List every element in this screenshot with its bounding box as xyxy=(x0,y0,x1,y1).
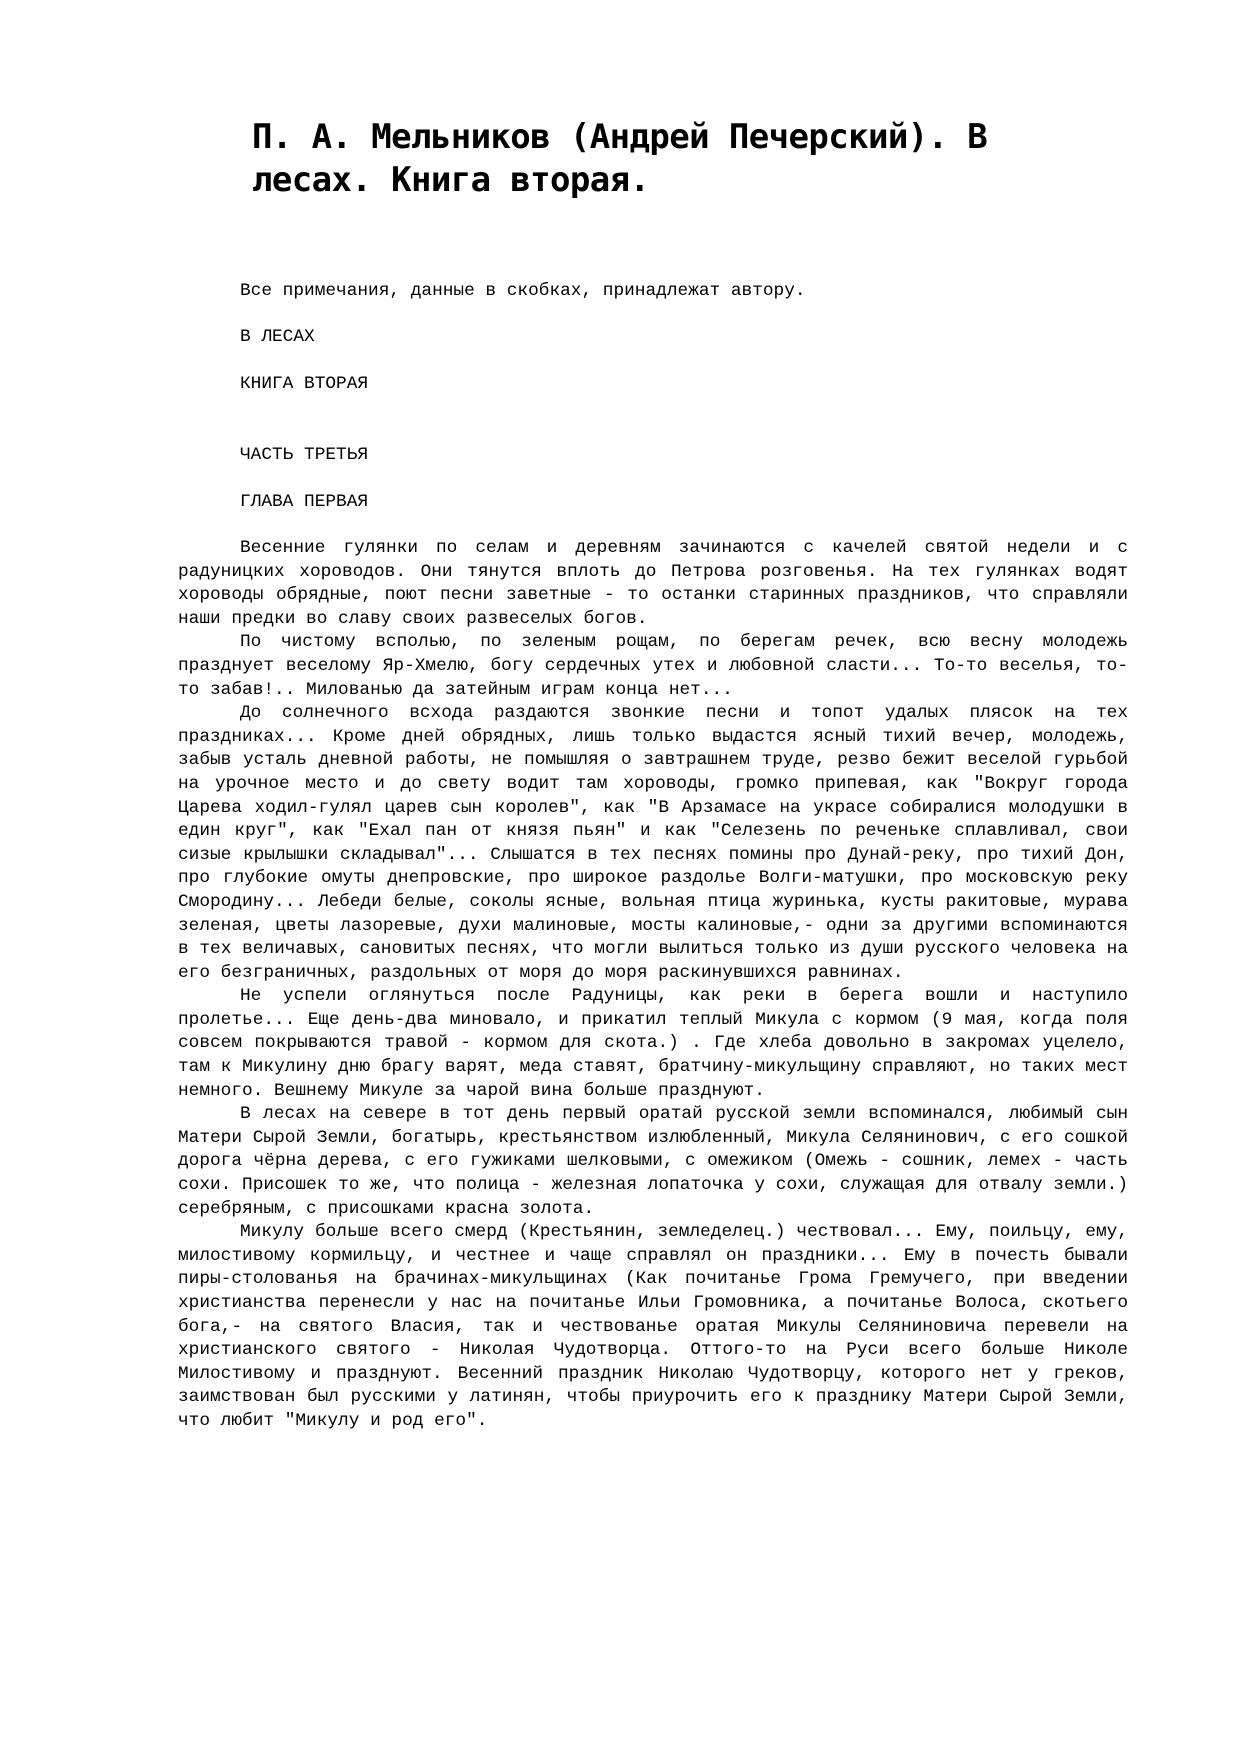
paragraph: Весенние гулянки по селам и деревням зачинаются с качелей святой недели и с радуницких хороводов. Они тянутся вплоть до Петрова розговенья. На тех гулянках водят хороводы обрядные, поют песни заветные - то останки старинных праздников, что справляли наши предки во славу своих развеселых богов. xyxy=(178,538,1128,629)
book-part: КНИГА ВТОРАЯ xyxy=(240,374,369,394)
paragraph: До солнечного всхода раздаются звонкие песни и топот удалых плясок на тех праздниках... Кроме дней обрядных, лишь только выдастся ясный тихий вечер, молодежь, забыв усталь дневной работы, не помышляя о завтрашнем труде, резво бежит веселой гурьбой на урочное место и до свету водит там хороводы, громко припевая, как "Вокруг города Царева ходил-гулял царев сын королев", как "В Арзамасе на украсе собиралися молодушки в един круг", как "Ехал пан от князя пьян" и как "Селезень по реченьке сплавливал, свои сизые крылышки складывал"... Слышатся в тех песнях помины про Дунай-реку, про тихий Дон, про глубокие омуты днепровские, про широкое раздолье Волги-матушки, про московскую реку Смородину... Лебеди белые, соколы ясные, вольная птица журинька, кусты ракитовые, мурава зеленая, цветы лазоревые, духи малиновые, мосты калиновые,- одни за другими вспоминаются в тех величавых, сановитых песнях, что могли вылиться только из души русского человека на его безграничных, раздольных от моря до моря раскинувшихся равнинах. xyxy=(178,703,1128,983)
paragraph: Не успели оглянуться после Радуницы, как реки в берега вошли и наступило пролетье... Еще день-два миновало, и прикатил теплый Микула с кормом (9 мая, когда поля совсем покрываются травой - кормом для скота.) . Где хлеба довольно в закромах уцелело, там к Микулину дню брагу варят, меда ставят, братчину-микульщину справляют, но таких мест немного. Вешнему Микуле за чарой вина больше празднуют. xyxy=(178,986,1128,1101)
paragraph: По чистому всполью, по зеленым рощам, по берегам речек, всю весну молодежь празднует веселому Яр-Хмелю, богу сердечных утех и любовной сласти... То-то веселья, то-то забав!.. Милованью да затейным играм конца нет... xyxy=(178,632,1128,700)
chapter-title: ГЛАВА ПЕРВАЯ xyxy=(240,492,369,512)
paragraph: Микулу больше всего смерд (Крестьянин, земледелец.) чествовал... Ему, поильцу, ему, милостивому кормильцу, и честнее и чаще справлял он праздники... Ему в почесть бывали пиры-столованья на брачинах-микульщинах (Как почитанье Грома Гремучего, при введении христианства перенесли у нас на почитанье Ильи Громовника, а почитанье Волоса, скотьего бога,- на святого Власия, так и чествованье оратая Микулы Селяниновича перевели на христианского святого - Николая Чудотворца. Оттого-то на Руси всего больше Николе Милостивому и празднуют. Весенний праздник Николаю Чудотворцу, которого нет у греков, заимствован был русскими у латинян, чтобы приурочить его к празднику Матери Сырой Земли, что любит "Микулу и род его". xyxy=(178,1222,1128,1431)
paragraph: В лесах на севере в тот день первый оратай русской земли вспоминался, любимый сын Матери Сырой Земли, богатырь, крестьянством излюбленный, Микула Селянинович, с его сошкой дорога чёрна дерева, с его гужиками шелковыми, с омежиком (Омежь - сошник, лемех - часть сохи. Присошек то же, что полица - железная лопаточка у сохи, служащая для отвалу земли.) серебряным, с присошками красна золота. xyxy=(178,1104,1128,1219)
book-title: В ЛЕСАХ xyxy=(240,327,315,347)
author-note: Все примечания, данные в скобках, принадлежат автору. xyxy=(240,281,806,301)
document-title: П. А. Мельников (Андрей Печерский). В лесах. Книга вторая. xyxy=(252,117,988,200)
part-title: ЧАСТЬ ТРЕТЬЯ xyxy=(240,445,369,465)
chapter-body xyxy=(178,537,1128,1434)
